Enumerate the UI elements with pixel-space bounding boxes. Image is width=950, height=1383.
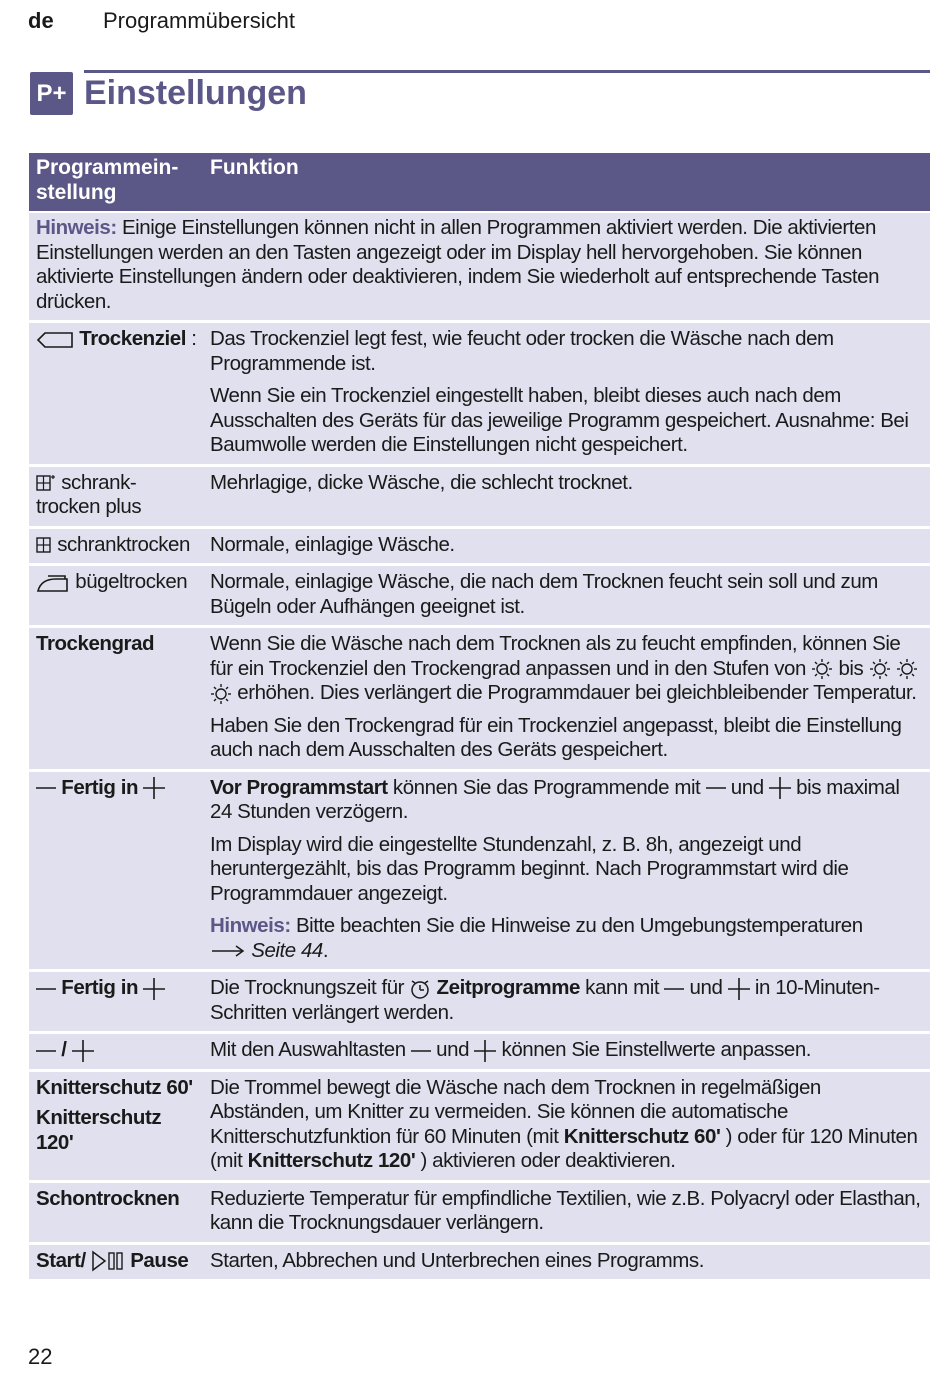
table-header: [29, 153, 930, 213]
function-text: Haben Sie den Trockengrad für ein Trockenziel angepasst, bleibt die Einstellung auch nach dem Ausschalten des Geräts gespeichert.: [210, 713, 902, 761]
minus-icon: [411, 1041, 431, 1061]
function-text: bis maximal 24 Stunden verzögern.: [210, 775, 900, 823]
col-header-function: Funktion: [210, 156, 299, 179]
setting-label: /: [56, 1038, 72, 1061]
function-text: und: [684, 976, 728, 999]
plus-icon: [143, 777, 165, 799]
function-text: Wenn Sie die Wäsche nach dem Trocknen als zu feucht empfinden, können Sie für ein Trockenziel den Trockengrad anpassen und in den Stufen von: [210, 632, 901, 680]
function-text: ) aktivieren oder deaktivieren.: [415, 1149, 676, 1172]
page-reference-link[interactable]: Seite 44: [251, 938, 323, 962]
table-row: [29, 529, 930, 567]
function-text: Starten, Abbrechen und Unterbrechen eines Programms.: [210, 1248, 704, 1272]
label-colon: :: [185, 327, 197, 350]
function-text: Im Display wird die eingestellte Stundenzahl, z. B. 8h, angezeigt und heruntergezählt, bis das Programm beginnt. Nach Programmstart wird die Programmdauer angezeigt.: [210, 832, 849, 905]
p-plus-badge-icon: P+: [30, 72, 73, 115]
ref-dot: .: [322, 938, 329, 962]
plus-icon: [72, 1040, 94, 1062]
function-text: Mehrlagige, dicke Wäsche, die schlecht trocknet.: [210, 470, 633, 494]
function-text-bold: Zeitprogramme: [436, 976, 580, 999]
dry-target-icon: [36, 331, 74, 349]
function-text: kann mit: [579, 976, 665, 999]
table-row: [29, 972, 930, 1034]
table-row: [29, 467, 930, 529]
sun-icon: [210, 683, 232, 705]
minus-icon: [664, 979, 684, 999]
minus-icon: [706, 778, 726, 798]
note-text: Einige Einstellungen können nicht in allen Programmen aktiviert werden. Die aktivierten Einstellungen werden an den Tasten angezeigt oder im Display hell hervorgehoben. Sie können aktivierte Einstellungen ändern oder deaktivieren, indem Sie wiederholt auf entsprechende Tasten drücken.: [36, 216, 880, 313]
function-text: Mit den Auswahltasten: [210, 1038, 411, 1061]
table-note: [29, 213, 930, 323]
table-row: [29, 323, 930, 467]
function-text: und: [725, 775, 769, 799]
setting-label: schrank- trocken plus: [36, 470, 142, 518]
minus-icon: [36, 1041, 56, 1061]
function-text: können Sie Einstellwerte anpassen.: [496, 1038, 812, 1061]
function-text: in 10-Minuten-Schritten verlängert werden.: [210, 976, 880, 1024]
plus-icon: [728, 978, 750, 1000]
setting-label: Trockengrad: [36, 632, 155, 655]
setting-label: Pause: [130, 1248, 189, 1272]
table-row: [29, 628, 930, 772]
cupboard-dry-icon: [36, 536, 52, 554]
iron-dry-icon: [36, 572, 70, 594]
settings-table: [29, 153, 930, 1282]
table-row: [29, 1072, 930, 1183]
hint-label: Hinweis:: [210, 914, 291, 937]
table-row: [29, 1034, 930, 1072]
function-text: Wenn Sie ein Trockenziel eingestellt haben, bleibt dieses auch nach dem Ausschalten des Geräts für das jeweilige Programm gespeichert. Ausnahme: Bei Baumwolle werden die Einstellungen nicht gespeichert.: [210, 384, 909, 456]
plus-icon: [143, 978, 165, 1000]
minus-icon: [36, 778, 56, 798]
table-row: [29, 1183, 930, 1245]
sun-icon: [811, 658, 833, 680]
function-text: erhöhen. Dies verlängert die Programmdauer bei gleichbleibender Temperatur.: [237, 681, 917, 704]
setting-label: Knitterschutz 60': [36, 1075, 193, 1099]
plus-icon: [474, 1040, 496, 1062]
hint-text: Bitte beachten Sie die Hinweise zu den Umgebungstemperaturen: [290, 914, 863, 937]
cupboard-dry-plus-icon: [36, 474, 56, 492]
section-title: Einstellungen: [84, 74, 307, 112]
table-row: [29, 1245, 930, 1283]
table-row: [29, 566, 930, 628]
function-text: Normale, einlagige Wäsche, die nach dem Trocknen feucht sein soll und zum Bügeln oder Aufhängen geeignet ist.: [210, 570, 878, 618]
function-text: Die Trommel bewegt die Wäsche nach dem Trocknen in regelmäßigen Abständen, um Knitter zu vermeiden. Sie können die automatische Knitterschutzfunktion für 60 Minuten (mit: [210, 1075, 821, 1148]
function-text-bold: Vor Programmstart: [210, 775, 388, 799]
function-text: bis: [838, 656, 864, 680]
plus-icon: [769, 777, 791, 799]
section-rule: [84, 70, 930, 73]
function-text-bold: Knitterschutz 120': [247, 1149, 416, 1172]
arrow-right-icon: [210, 944, 246, 958]
header-title: Programmübersicht: [103, 8, 295, 33]
function-text: und: [430, 1038, 475, 1061]
setting-label: Schontrocknen: [36, 1186, 180, 1210]
setting-label: Knitterschutz 120': [36, 1106, 162, 1154]
sun-icon: [869, 658, 891, 680]
function-text: Reduzierte Temperatur für empfindliche Textilien, wie z.B. Polyacryl oder Elasthan, kann die Trocknungsdauer verlängern.: [210, 1186, 921, 1234]
function-text: Das Trockenziel legt fest, wie feucht oder trocken die Wäsche nach dem Programmende ist.: [210, 327, 834, 375]
function-text: ) oder für 120 Minuten (mit: [210, 1124, 918, 1172]
timer-icon: [409, 978, 431, 1000]
function-text: Normale, einlagige Wäsche.: [210, 532, 455, 556]
setting-label: Trockenziel: [79, 327, 186, 350]
setting-label: bügeltrocken: [75, 570, 188, 593]
setting-label: Fertig in: [61, 775, 139, 799]
page-number: 22: [28, 1344, 53, 1369]
setting-label: Fertig in: [61, 976, 139, 999]
start-pause-icon: [91, 1250, 125, 1272]
function-text: können Sie das Programmende mit: [387, 775, 706, 799]
note-label: Hinweis:: [36, 216, 117, 239]
header-lang: de: [28, 8, 54, 33]
setting-label: schranktrocken: [57, 532, 190, 556]
minus-icon: [36, 979, 56, 999]
function-text-bold: Knitterschutz 60': [563, 1124, 721, 1148]
function-text: Die Trocknungszeit für: [210, 976, 410, 999]
col-header-setting: Programmein- stellung: [36, 156, 179, 204]
table-row: [29, 772, 930, 973]
sun-icon: [896, 658, 918, 680]
setting-label: Start/: [36, 1248, 86, 1272]
